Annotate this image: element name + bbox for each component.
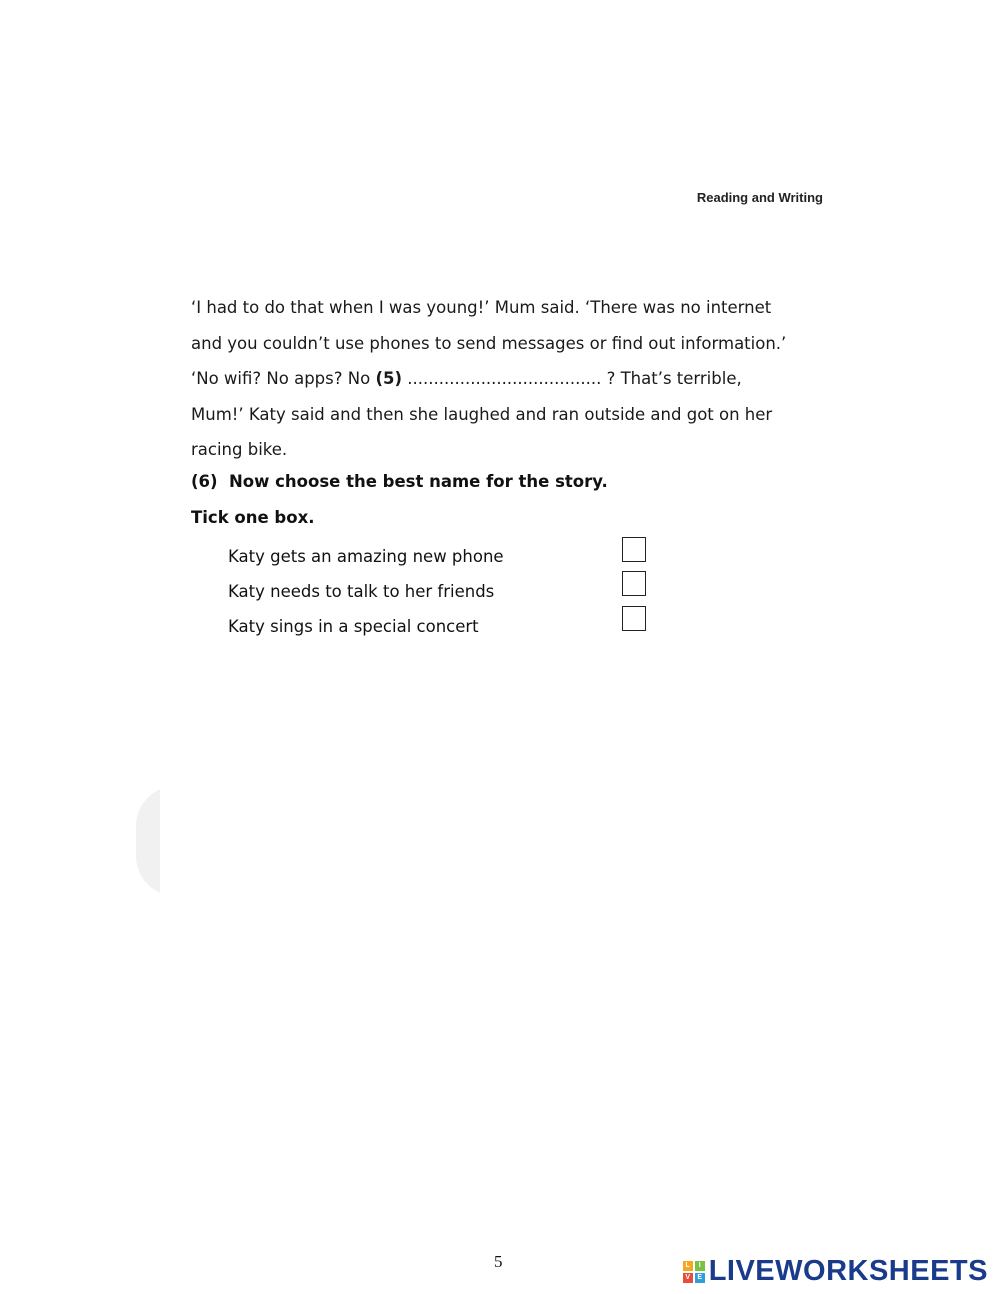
logo-square-1: L [683,1261,693,1271]
story-text [191,290,787,468]
options-list [228,540,504,645]
story-line-3 [191,361,751,397]
option-3-checkbox[interactable] [622,606,646,631]
page-number: 5 [494,1252,503,1271]
gap-blank-5[interactable]: ..................................... [402,369,607,388]
section-header: Reading and Writing [696,190,823,205]
logo-icon [683,1261,705,1283]
story-line-2: and you couldn’t use phones to send messages or find out information.’ [191,333,787,353]
story-line-5: racing bike. [191,440,288,459]
liveworksheets-logo [683,1255,988,1288]
story-line-4: Mum!’ Katy said and then she laughed and ran outside and got on her [191,404,773,424]
logo-square-2: I [695,1261,705,1271]
instruction: Tick one box. [191,508,315,527]
option-2-checkbox[interactable] [622,571,646,596]
story-line-1: ‘I had to do that when I was young!’ Mum said. ‘There was no internet [191,298,772,317]
question-number: (6) [191,472,218,491]
story-line-3-end: ? That’s terrible, [606,369,742,388]
question-text: Now choose the best name for the story. [229,472,608,491]
option-1-checkbox[interactable] [622,537,646,562]
story-line-3-start: ‘No wifi? No apps? No [191,369,376,388]
page-shadow-mask [160,780,190,900]
logo-square-4: E [695,1273,705,1283]
logo-square-3: V [683,1273,693,1283]
question-6 [191,472,608,491]
option-2-label: Katy needs to talk to her friends [228,582,495,601]
option-3-label: Katy sings in a special concert [228,617,479,636]
option-1-label: Katy gets an amazing new phone [228,547,504,566]
logo-text: LIVEWORKSHEETS [708,1255,988,1287]
gap-marker-5: (5) [375,369,403,388]
